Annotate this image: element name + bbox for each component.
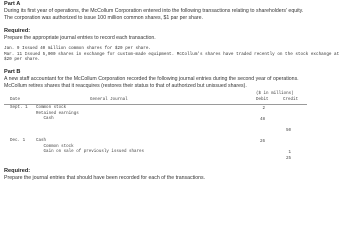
header-divider — [4, 104, 307, 105]
entry-account: Cash — [36, 139, 47, 143]
part-a-required-label: Required: — [4, 28, 31, 34]
units-header: ($ in millions) — [256, 92, 294, 96]
part-a-required-text: Prepare the appropriate journal entries to record each transaction. — [4, 35, 156, 41]
part-a-text-line1: During its first year of operations, the McCollum Corporation entered into the following transactions relating to shareholders' equity. — [4, 8, 304, 14]
entry-credit: 1 — [288, 151, 291, 155]
entry-account: Cash — [36, 117, 54, 121]
part-b-required-label: Required: — [4, 168, 31, 174]
col-header-date: Date — [10, 98, 21, 102]
col-header-debit: Debit — [256, 98, 269, 102]
part-b-heading: Part B — [4, 69, 21, 75]
entry-credit: 25 — [285, 157, 291, 161]
transaction-line: Jan. 9 Issued 40 million common shares for $20 per share. — [4, 46, 151, 51]
entry-credit: 50 — [285, 129, 291, 133]
entry-debit: 26 — [259, 140, 265, 144]
entry-account: Common stock — [36, 106, 67, 110]
part-b-required-text: Prepare the journal entries that should have been recorded for each of the transactions. — [4, 175, 205, 181]
part-a-heading: Part A — [4, 1, 21, 7]
entry-account: Common stock — [36, 144, 74, 149]
part-b-text-line1: A new staff accountant for the McCollum Corporation recorded the following journal entries during the second year of operations. — [4, 76, 299, 82]
transaction-line: $20 per share. — [4, 57, 41, 62]
entry-debit: 2 — [262, 107, 265, 111]
part-b-text-line2: McCollum retires shares that it reacquires (restores their status to that of authorized but unissued shares). — [4, 82, 247, 89]
entry-account: Gain on sale of previously issued shares — [36, 150, 145, 154]
transaction-line: Mar. 11 Issued 5,000 shares in exchange for custom-made equipment. McCollum's shares have traded recently on the stock exchange at — [4, 51, 340, 57]
col-header-credit: Credit — [283, 98, 299, 102]
part-a-text-line2: The corporation was authorized to issue 100 million common shares, $1 par per share. — [4, 14, 203, 21]
entry-account: Retained earnings — [36, 111, 79, 116]
entry-debit: 48 — [259, 118, 265, 122]
entry-date: Dec. 1 — [10, 139, 26, 143]
entry-date: Sept. 1 — [10, 106, 28, 110]
col-header-general-journal: General Journal — [90, 98, 128, 102]
